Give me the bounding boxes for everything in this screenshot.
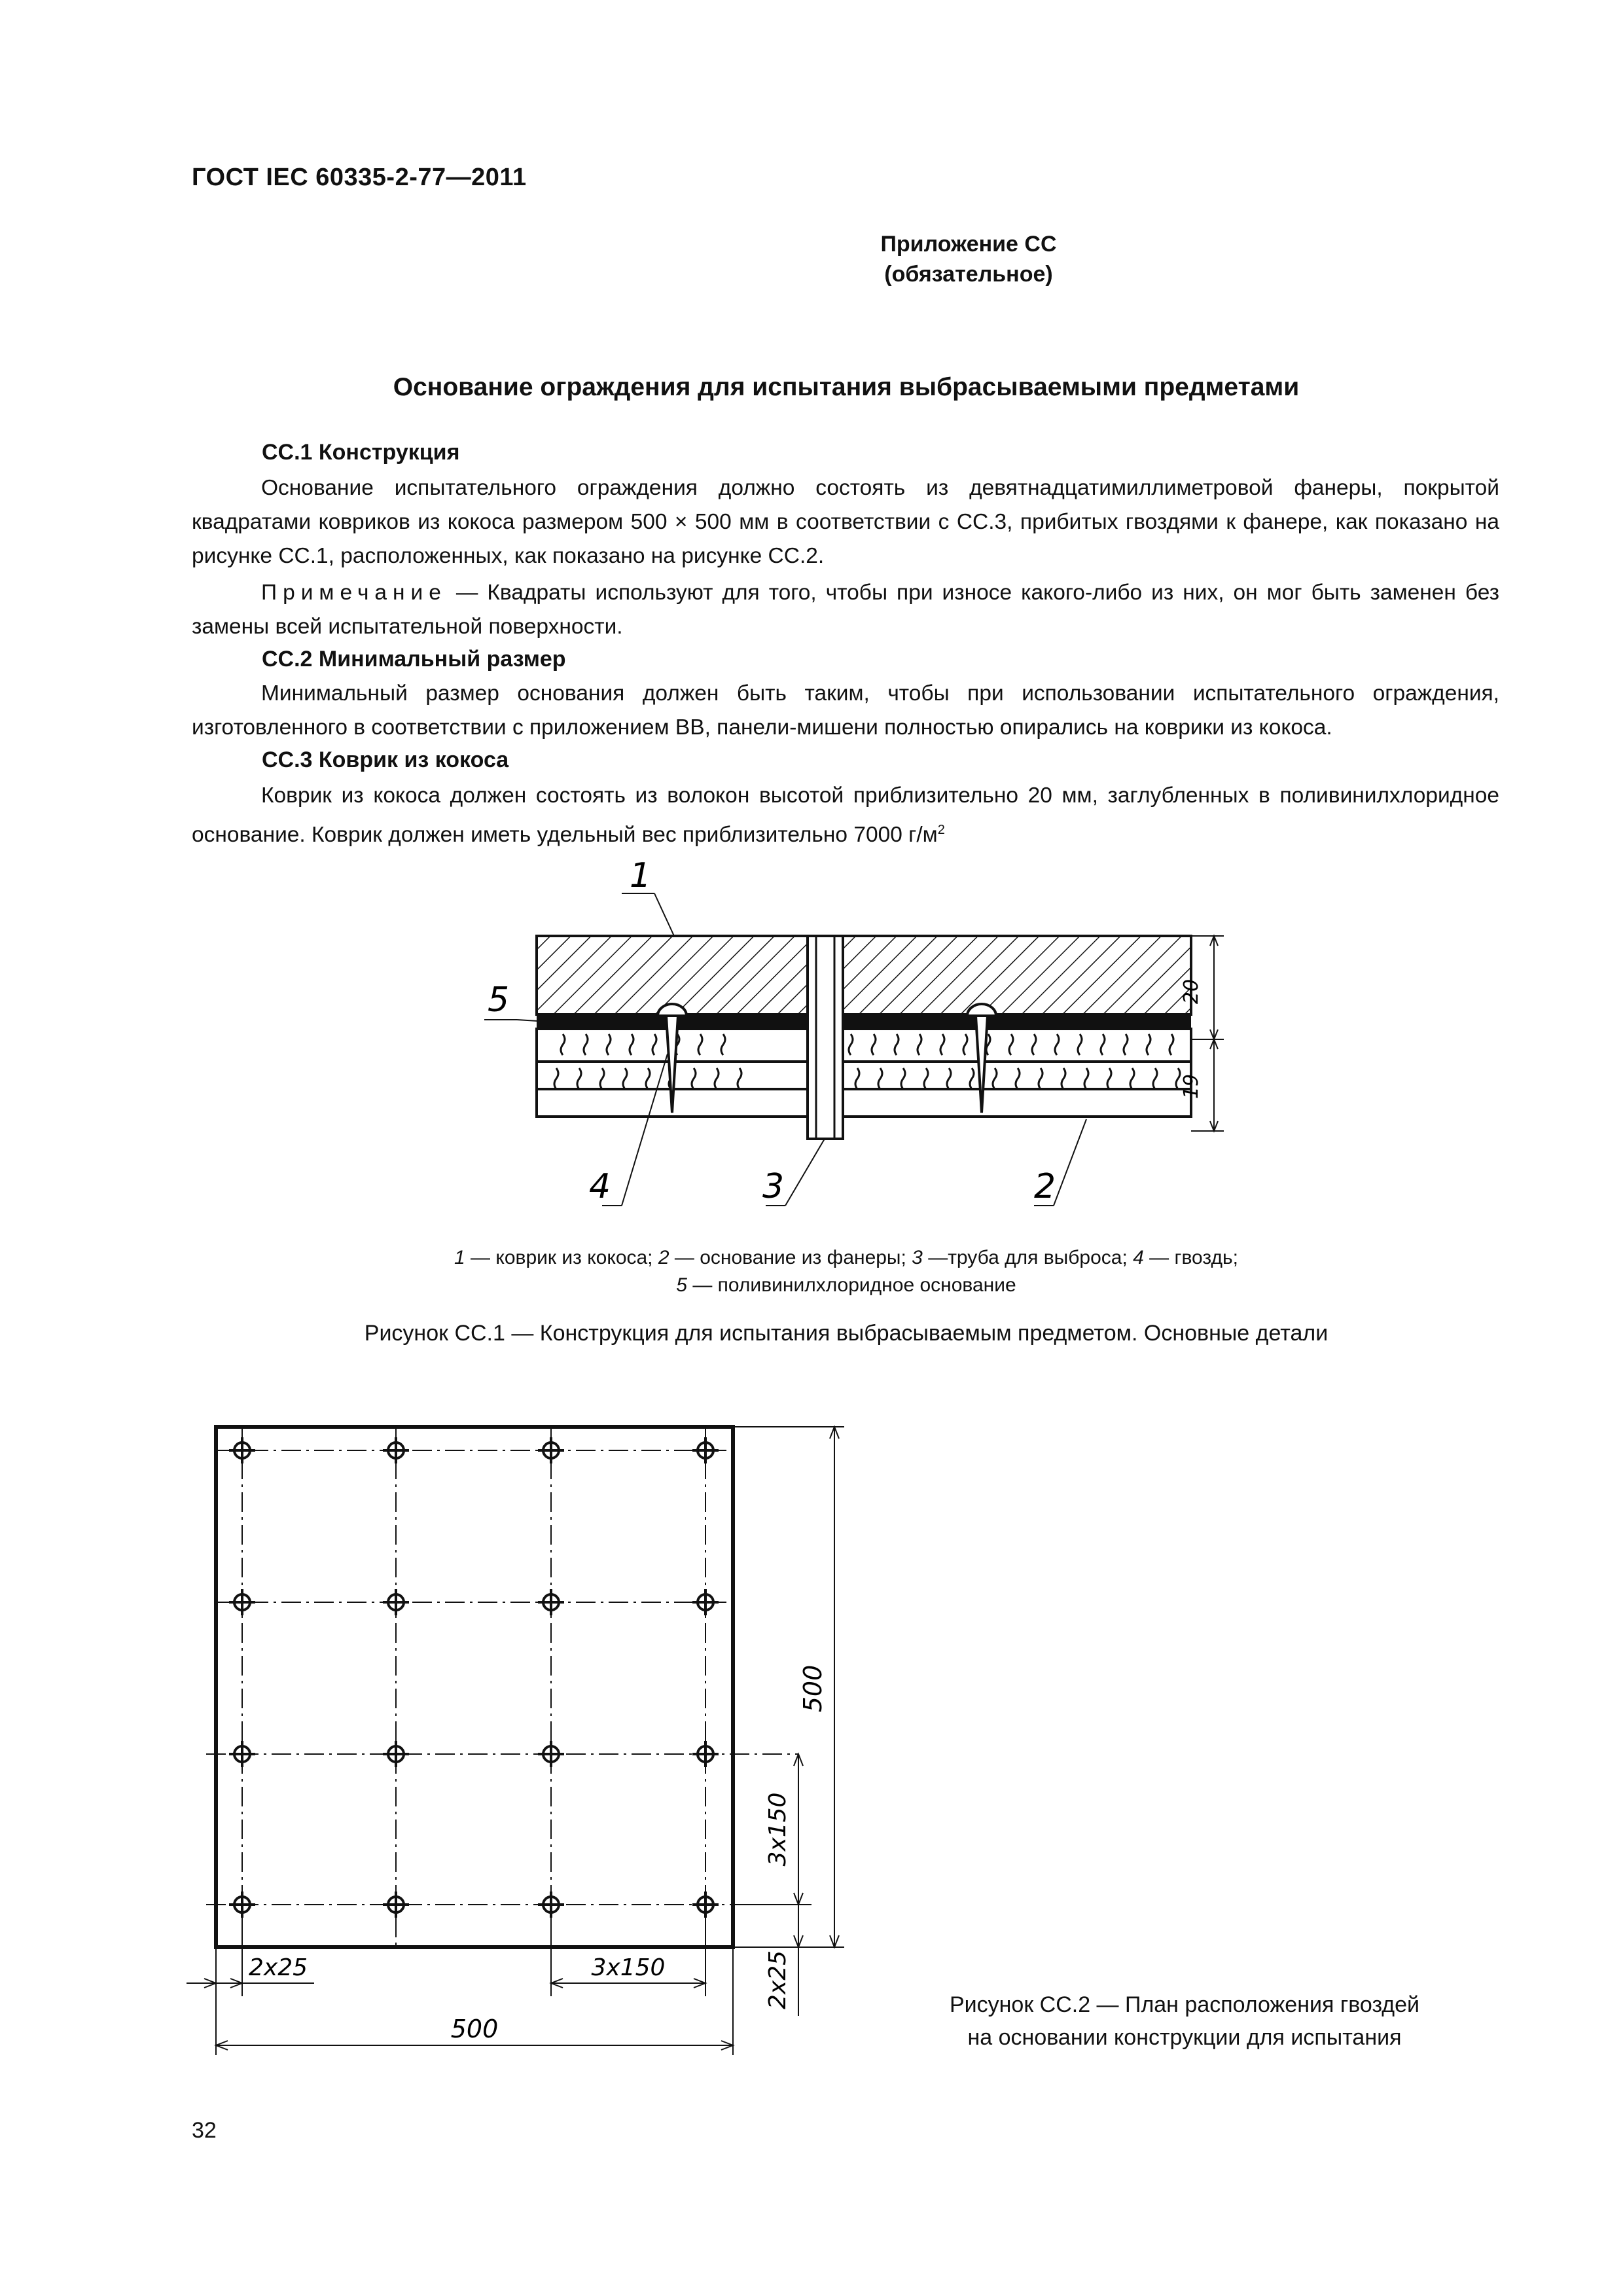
section-cc1-text: Основание испытательного ограждения должно состоять из девятнадцатимиллиметровой фанеры, покрытой квадратами ковриков из кокоса размером 500 × 500 мм в соответствии с СС.3, прибитых гвоздями к фанере, как показано на рисунке СС.1, расположенных, как показано на рисунке СС.2. (192, 476, 1499, 568)
legend-n2: 2 (658, 1247, 669, 1268)
legend-n5: 5 (676, 1274, 687, 1296)
dim-2x25-vertical: 2x25 (764, 1950, 791, 2010)
annex-status: (обязательное) (884, 262, 1053, 287)
legend-n1: 1 (454, 1247, 465, 1268)
nail-mark (229, 1437, 255, 1463)
label-5: 5 (488, 980, 510, 1020)
legend-n3: 3 (912, 1247, 923, 1268)
section-cc1-note (192, 576, 1499, 644)
note-text: — Квадраты используют для того, чтобы при износе какого-либо из них, он мог быть заменен без замены всей испытательной поверхности. (192, 581, 1499, 639)
dim-2x25-horizontal: 2x25 (249, 1954, 308, 1981)
annex-title: Приложение СС (880, 232, 1057, 257)
nail-mark (538, 1741, 564, 1767)
nail-mark (383, 1741, 409, 1767)
pvc-backing (537, 1014, 1191, 1029)
label-3: 3 (762, 1167, 785, 1206)
dim-500-horizontal: 500 (450, 2015, 499, 2043)
figure-cc2-drawing (177, 1407, 897, 2094)
legend-n4: 4 (1133, 1247, 1144, 1268)
note-label: Примечание (261, 581, 447, 605)
figure-cc1-legend-line1 (192, 1244, 1501, 1272)
page-number: 32 (192, 2118, 217, 2143)
section-cc2-text: Минимальный размер основания должен быть таким, чтобы при использовании испытательного ограждения, изготовленного в соответствии с приложением ВВ, панели-мишени полностью опирались на коврики из кокоса. (192, 681, 1499, 740)
coir-mat-section (537, 936, 1191, 1014)
legend-t5: — поливинилхлоридное основание (687, 1274, 1016, 1296)
figure-cc1-title: Рисунок СС.1 — Конструкция для испытания выбрасываемым предметом. Основные детали (364, 1321, 1329, 1346)
document-id: ГОСТ IEC 60335-2-77—2011 (192, 164, 527, 191)
figure-cc2-title-line1: Рисунок СС.2 — План расположения гвоздей (949, 1992, 1420, 2017)
legend-t4: — гвоздь; (1143, 1247, 1238, 1268)
base-square (216, 1427, 733, 1947)
section-cc3-title: СС.3 Коврик из кокоса (262, 747, 509, 772)
label-2: 2 (1034, 1167, 1056, 1206)
cc3-body: Коврик из кокоса должен состоять из волокон высотой приблизительно 20 мм, заглубленных в поливинилхлоридное основание. Коврик должен иметь удельный вес приблизительно 7000 г/м (192, 783, 1499, 848)
dim-3x150-vertical: 3x150 (764, 1792, 791, 1867)
ejection-tube (808, 936, 843, 1139)
nail-mark (692, 1589, 719, 1615)
legend-t3: —труба для выброса; (922, 1247, 1133, 1268)
dim-19: 19 (1180, 1073, 1203, 1100)
legend-t2: — основание из фанеры; (669, 1247, 912, 1268)
legend-t1: — коврик из кокоса; (465, 1247, 658, 1268)
nail-mark (692, 1437, 719, 1463)
nail-mark (383, 1892, 409, 1918)
dim-20: 20 (1180, 978, 1203, 1005)
nail-mark (692, 1741, 719, 1767)
nail-mark (538, 1437, 564, 1463)
nail-mark (538, 1589, 564, 1615)
nail-mark (383, 1437, 409, 1463)
section-cc1-title: СС.1 Конструкция (262, 440, 460, 465)
plywood-base (537, 1029, 1191, 1117)
nail-mark (229, 1589, 255, 1615)
figure-cc2-title-line2: на основании конструкции для испытания (967, 2025, 1402, 2050)
nail-mark (229, 1741, 255, 1767)
figure-cc1-legend-line2 (192, 1271, 1501, 1300)
dim-3x150-horizontal: 3x150 (591, 1954, 666, 1981)
label-4: 4 (589, 1167, 611, 1206)
annex-heading: Основание ограждения для испытания выбрасываемыми предметами (393, 373, 1300, 401)
section-cc2-title: СС.2 Минимальный размер (262, 647, 566, 672)
cc3-sup: 2 (937, 823, 945, 837)
label-1: 1 (630, 856, 652, 895)
figure-cc1-drawing (458, 844, 1243, 1224)
nail-mark (383, 1589, 409, 1615)
dim-500-vertical: 500 (798, 1664, 827, 1713)
section-cc3-text (192, 779, 1499, 852)
